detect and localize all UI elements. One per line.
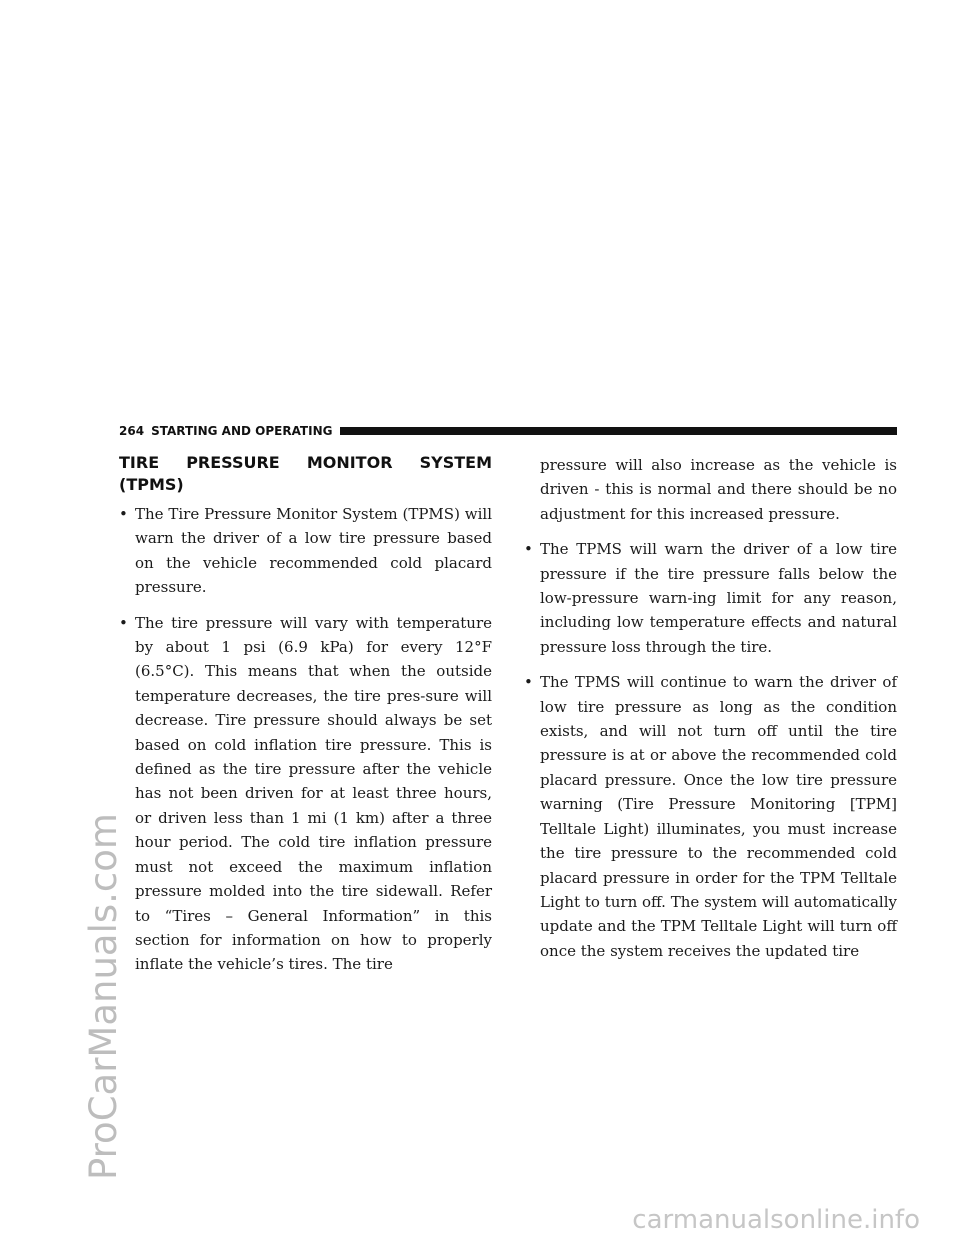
page-header — [119, 423, 897, 438]
list-item-text: The tire pressure will vary with temperature by about 1 psi (6.9 kPa) for every 12°F (6.5°C). This means that when the outside temperature decreases, the tire pres-sure will decrease. Tire pressure should always be set based on cold inflation tire pressure. This is defined as the tire pressure after the vehicle has not been driven for at least three hours, or driven less than 1 mi (1 km) after a three hour period. The cold tire inflation pressure must not exceed the maximum inflation pressure molded into the tire sidewall. Refer to “Tires – General Information” in this section for information on how to properly inflate the vehicle’s tires. The tire — [135, 613, 492, 974]
page-number: 264 — [119, 423, 145, 438]
list-item — [524, 537, 897, 659]
section-heading: TIRE PRESSURE MONITOR SYSTEM (TPMS) — [119, 453, 492, 494]
header-rule — [340, 427, 897, 435]
section-title: STARTING AND OPERATING — [151, 423, 333, 438]
list-item-text: The Tire Pressure Monitor System (TPMS) will warn the driver of a low tire pressure based on the vehicle recommended cold placard pressure. — [135, 505, 492, 597]
list-item — [119, 611, 492, 977]
bullet-icon: • — [119, 613, 128, 632]
bullet-icon: • — [524, 673, 533, 692]
continued-text: pressure will also increase as the vehicle is driven - this is normal and there should be no adjustment for this increased pressure. — [540, 456, 897, 523]
list-item-text: The TPMS will continue to warn the driver of low tire pressure as long as the condition exists, and will not turn off until the tire pressure is at or above the recommended cold placard pressure. Once the low tire pressure warning (Tire Pressure Monitoring [TPM] Telltale Light) illuminates, you must increase the tire pressure to the recommended cold placard pressure in order for the TPM Telltale Light to turn off. The system will automatically update and the TPM Telltale Light will turn off once the system receives the updated tire — [540, 673, 897, 960]
list-item — [524, 670, 897, 963]
list-item-text: The TPMS will warn the driver of a low tire pressure if the tire pressure falls below the low-pressure warn-ing limit for any reason, including low temperature effects and natural pressure loss through the tire. — [540, 540, 897, 656]
left-column — [119, 452, 492, 988]
right-column — [524, 453, 897, 974]
bullet-icon: • — [119, 505, 128, 523]
bottom-watermark: carmanualsonline.info — [632, 1205, 920, 1235]
side-watermark: ProCarManuals.com — [82, 813, 125, 1180]
list-item — [119, 502, 492, 600]
bullet-icon: • — [524, 540, 533, 559]
